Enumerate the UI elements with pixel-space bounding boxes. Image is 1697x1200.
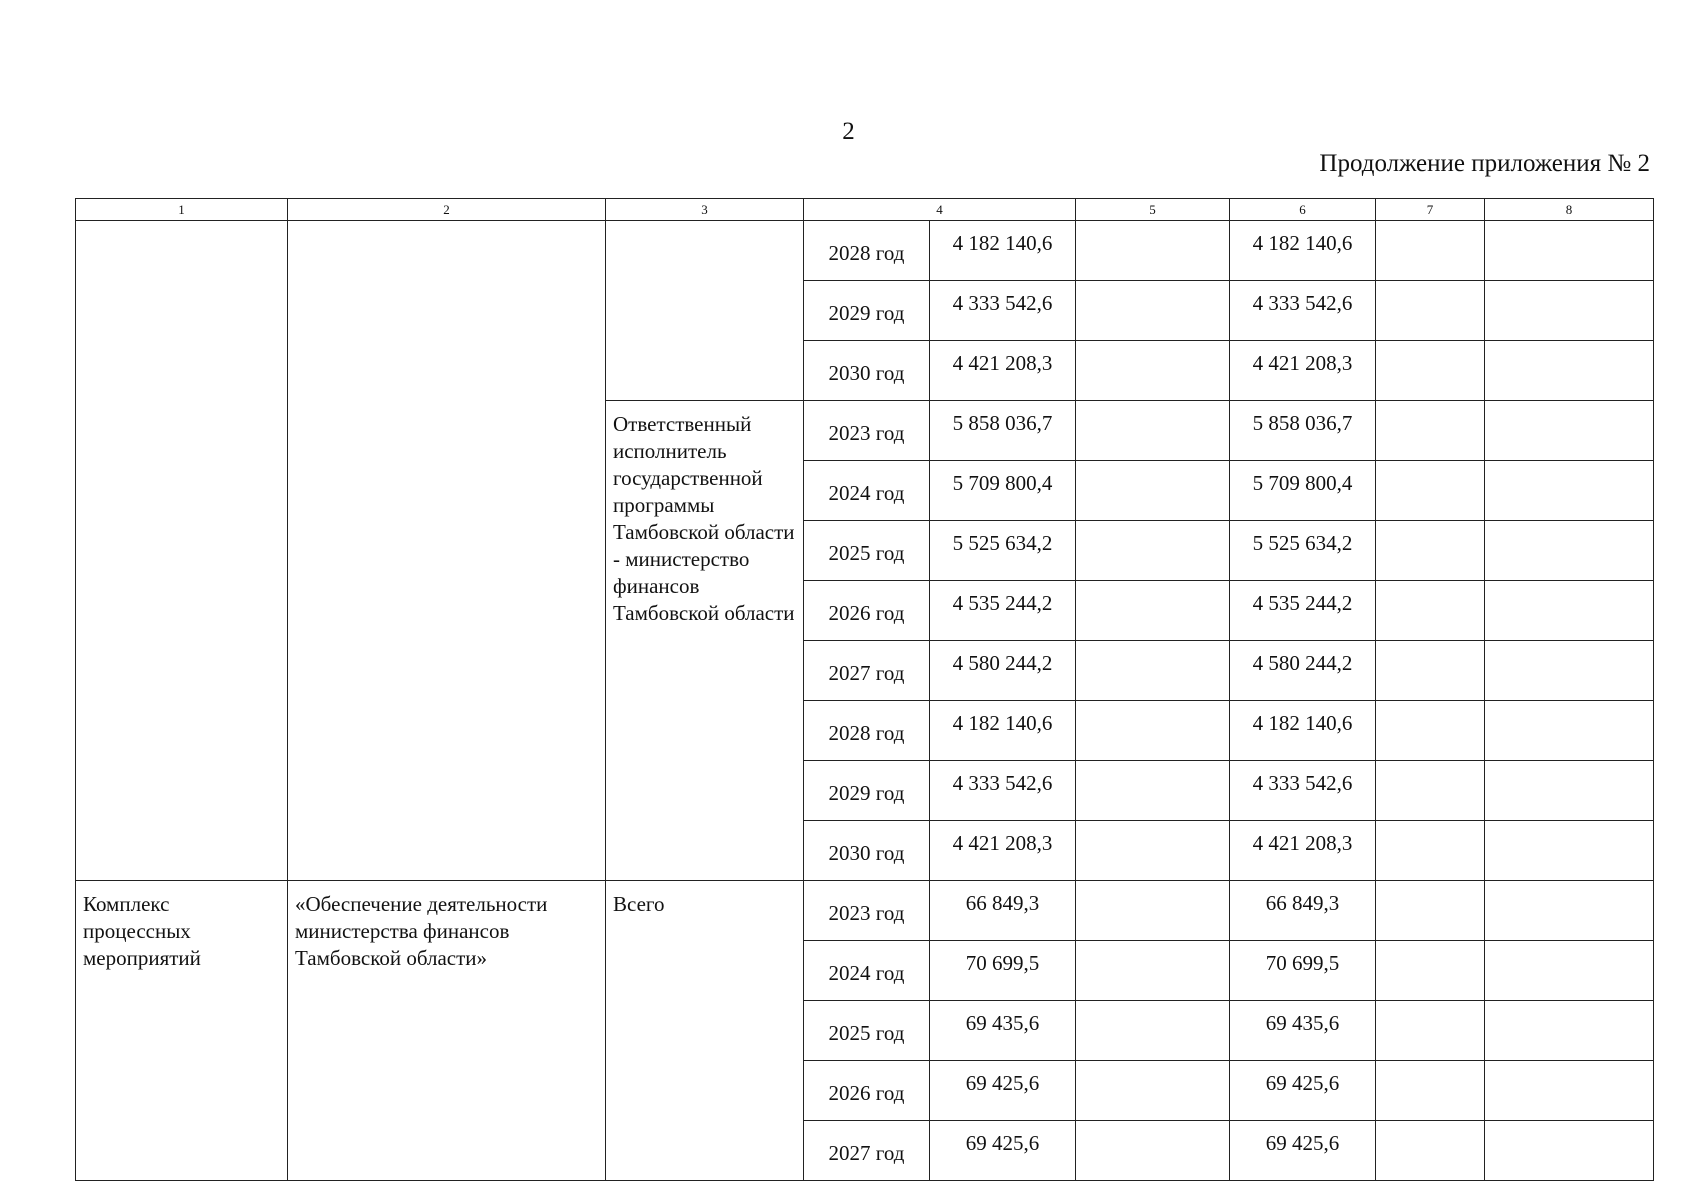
- executor-cell: Ответственный исполнитель государственной программы Тамбовской области - министерство финансов Тамбовской области: [606, 401, 804, 881]
- total-cell: 4 580 244,2: [930, 641, 1076, 701]
- col5-cell: [1076, 581, 1230, 641]
- year-cell: 2026 год: [804, 1061, 930, 1121]
- col5-cell: [1076, 1121, 1230, 1181]
- year-cell: 2027 год: [804, 1121, 930, 1181]
- col7-cell: [1376, 941, 1485, 1001]
- column-number: 6: [1230, 199, 1376, 221]
- col5-cell: [1076, 521, 1230, 581]
- total-cell: 70 699,5: [930, 941, 1076, 1001]
- col8-cell: [1485, 341, 1654, 401]
- col5-cell: [1076, 701, 1230, 761]
- column-number: 2: [288, 199, 606, 221]
- col6-cell: 4 421 208,3: [1230, 341, 1376, 401]
- col8-cell: [1485, 1121, 1654, 1181]
- table-row: [76, 221, 1654, 281]
- year-cell: 2030 год: [804, 341, 930, 401]
- col8-cell: [1485, 881, 1654, 941]
- col5-cell: [1076, 1001, 1230, 1061]
- total-cell: 5 525 634,2: [930, 521, 1076, 581]
- col8-cell: [1485, 581, 1654, 641]
- col7-cell: [1376, 1001, 1485, 1061]
- cell-name-empty: [288, 221, 606, 881]
- col6-cell: 4 182 140,6: [1230, 701, 1376, 761]
- col8-cell: [1485, 221, 1654, 281]
- col5-cell: [1076, 341, 1230, 401]
- col6-cell: 4 421 208,3: [1230, 821, 1376, 881]
- col8-cell: [1485, 941, 1654, 1001]
- col8-cell: [1485, 521, 1654, 581]
- col7-cell: [1376, 221, 1485, 281]
- year-cell: 2024 год: [804, 461, 930, 521]
- total-cell: 4 421 208,3: [930, 341, 1076, 401]
- col5-cell: [1076, 1061, 1230, 1121]
- col6-cell: 69 425,6: [1230, 1121, 1376, 1181]
- col6-cell: 5 525 634,2: [1230, 521, 1376, 581]
- col5-cell: [1076, 221, 1230, 281]
- col5-cell: [1076, 461, 1230, 521]
- col6-cell: 4 580 244,2: [1230, 641, 1376, 701]
- col7-cell: [1376, 461, 1485, 521]
- source-cell: Всего: [606, 881, 804, 1181]
- col7-cell: [1376, 761, 1485, 821]
- total-cell: 4 535 244,2: [930, 581, 1076, 641]
- col7-cell: [1376, 821, 1485, 881]
- column-number-row: [76, 199, 1654, 221]
- col5-cell: [1076, 401, 1230, 461]
- table-row: [76, 881, 1654, 941]
- total-cell: 69 435,6: [930, 1001, 1076, 1061]
- total-cell: 4 182 140,6: [930, 701, 1076, 761]
- col7-cell: [1376, 701, 1485, 761]
- col8-cell: [1485, 701, 1654, 761]
- col7-cell: [1376, 281, 1485, 341]
- total-cell: 69 425,6: [930, 1061, 1076, 1121]
- cell-source-empty: [606, 221, 804, 401]
- col7-cell: [1376, 581, 1485, 641]
- cell-type-empty: [76, 221, 288, 881]
- col7-cell: [1376, 1121, 1485, 1181]
- col8-cell: [1485, 281, 1654, 341]
- col6-cell: 4 182 140,6: [1230, 221, 1376, 281]
- continuation-label: Продолжение приложения № 2: [1319, 150, 1650, 177]
- column-number: 3: [606, 199, 804, 221]
- col6-cell: 4 333 542,6: [1230, 281, 1376, 341]
- year-cell: 2027 год: [804, 641, 930, 701]
- col8-cell: [1485, 1061, 1654, 1121]
- program-name-cell: «Обеспечение деятельности министерства финансов Тамбовской области»: [288, 881, 606, 1181]
- col5-cell: [1076, 641, 1230, 701]
- col5-cell: [1076, 941, 1230, 1001]
- column-number: 1: [76, 199, 288, 221]
- year-cell: 2029 год: [804, 281, 930, 341]
- col7-cell: [1376, 641, 1485, 701]
- total-cell: 4 333 542,6: [930, 281, 1076, 341]
- column-number: 8: [1485, 199, 1654, 221]
- page-number: 2: [842, 118, 855, 145]
- year-cell: 2025 год: [804, 1001, 930, 1061]
- col8-cell: [1485, 401, 1654, 461]
- col8-cell: [1485, 461, 1654, 521]
- year-cell: 2023 год: [804, 401, 930, 461]
- col6-cell: 4 333 542,6: [1230, 761, 1376, 821]
- program-type-cell: Комплекс процессных мероприятий: [76, 881, 288, 1181]
- column-number: 4: [804, 199, 1076, 221]
- col6-cell: 4 535 244,2: [1230, 581, 1376, 641]
- col5-cell: [1076, 881, 1230, 941]
- col6-cell: 5 709 800,4: [1230, 461, 1376, 521]
- col7-cell: [1376, 521, 1485, 581]
- col6-cell: 70 699,5: [1230, 941, 1376, 1001]
- total-cell: 4 333 542,6: [930, 761, 1076, 821]
- year-cell: 2029 год: [804, 761, 930, 821]
- total-cell: 4 182 140,6: [930, 221, 1076, 281]
- col5-cell: [1076, 761, 1230, 821]
- col6-cell: 5 858 036,7: [1230, 401, 1376, 461]
- col7-cell: [1376, 881, 1485, 941]
- year-cell: 2028 год: [804, 221, 930, 281]
- col6-cell: 66 849,3: [1230, 881, 1376, 941]
- col7-cell: [1376, 1061, 1485, 1121]
- total-cell: 5 858 036,7: [930, 401, 1076, 461]
- total-cell: 5 709 800,4: [930, 461, 1076, 521]
- year-cell: 2023 год: [804, 881, 930, 941]
- total-cell: 69 425,6: [930, 1121, 1076, 1181]
- budget-table: [75, 198, 1654, 1181]
- year-cell: 2026 год: [804, 581, 930, 641]
- column-number: 5: [1076, 199, 1230, 221]
- col5-cell: [1076, 281, 1230, 341]
- year-cell: 2030 год: [804, 821, 930, 881]
- col8-cell: [1485, 641, 1654, 701]
- col7-cell: [1376, 341, 1485, 401]
- col5-cell: [1076, 821, 1230, 881]
- total-cell: 66 849,3: [930, 881, 1076, 941]
- total-cell: 4 421 208,3: [930, 821, 1076, 881]
- col7-cell: [1376, 401, 1485, 461]
- column-number: 7: [1376, 199, 1485, 221]
- col8-cell: [1485, 821, 1654, 881]
- year-cell: 2024 год: [804, 941, 930, 1001]
- col6-cell: 69 425,6: [1230, 1061, 1376, 1121]
- col8-cell: [1485, 1001, 1654, 1061]
- col6-cell: 69 435,6: [1230, 1001, 1376, 1061]
- year-cell: 2028 год: [804, 701, 930, 761]
- col8-cell: [1485, 761, 1654, 821]
- year-cell: 2025 год: [804, 521, 930, 581]
